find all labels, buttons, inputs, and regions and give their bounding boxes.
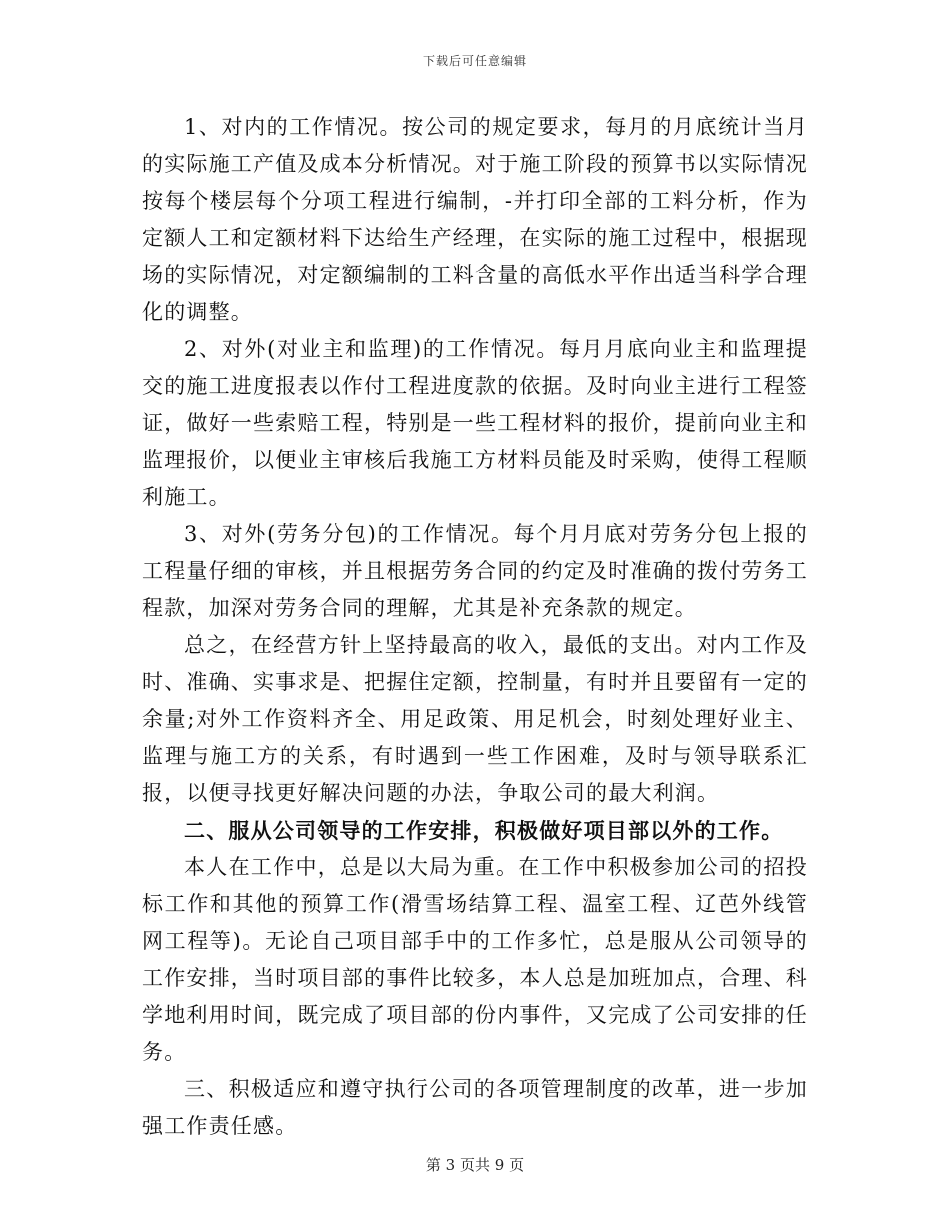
section-heading-two: 二、服从公司领导的工作安排，积极做好项目部以外的工作。	[184, 818, 784, 843]
document-body	[142, 109, 808, 1145]
paragraph-other-work: 本人在工作中，总是以大局为重。在工作中积极参加公司的招投标工作和其他的预算工作(滑雪场结算工程、温室工程、辽芭外线管网工程等)。无论自己项目部手中的工作多忙，总是服从公司领导的工作安排，当时项目部的事件比较多，本人总是加班加点，合理、科学地利用时间，既完成了项目部的份内事件，又完成了公司安排的任务。	[142, 855, 808, 1064]
paragraph-labor-subcontract-work: 3、对外(劳务分包)的工作情况。每个月月底对劳务分包上报的工程量仔细的审核，并且根据劳务合同的约定及时准确的拨付劳务工程款，加深对劳务合同的理解，尤其是补充条款的规定。	[142, 522, 808, 620]
paragraph-summary: 总之，在经营方针上坚持最高的收入，最低的支出。对内工作及时、准确、实事求是、把握住定额，控制量，有时并且要留有一定的余量;对外工作资料齐全、用足政策、用足机会，时刻处理好业主、监理与施工方的关系，有时遇到一些工作困难，及时与领导联系汇报，以便寻找更好解决问题的办法，争取公司的最大利润。	[142, 633, 808, 805]
section-heading-three: 三、积极适应和遵守执行公司的各项管理制度的改革，进一步加强工作责任感。	[142, 1077, 808, 1138]
page-header: 下载后可任意编辑	[422, 54, 527, 68]
page-number: 第 3 页共 9 页	[425, 1156, 525, 1174]
paragraph-owner-supervisor-work: 2、对外(对业主和监理)的工作情况。每月月底向业主和监理提交的施工进度报表以作付工程进度款的依据。及时向业主进行工程签证，做好一些索赔工程，特别是一些工程材料的报价，提前向业主和监理报价，以便业主审核后我施工方材料员能及时采购，使得工程顺利施工。	[142, 337, 808, 509]
paragraph-internal-work: 1、对内的工作情况。按公司的规定要求，每月的月底统计当月的实际施工产值及成本分析情况。对于施工阶段的预算书以实际情况按每个楼层每个分项工程进行编制，-并打印全部的工料分析，作为定额人工和定额材料下达给生产经理，在实际的施工过程中，根据现场的实际情况，对定额编制的工料含量的高低水平作出适当科学合理化的调整。	[142, 115, 808, 324]
